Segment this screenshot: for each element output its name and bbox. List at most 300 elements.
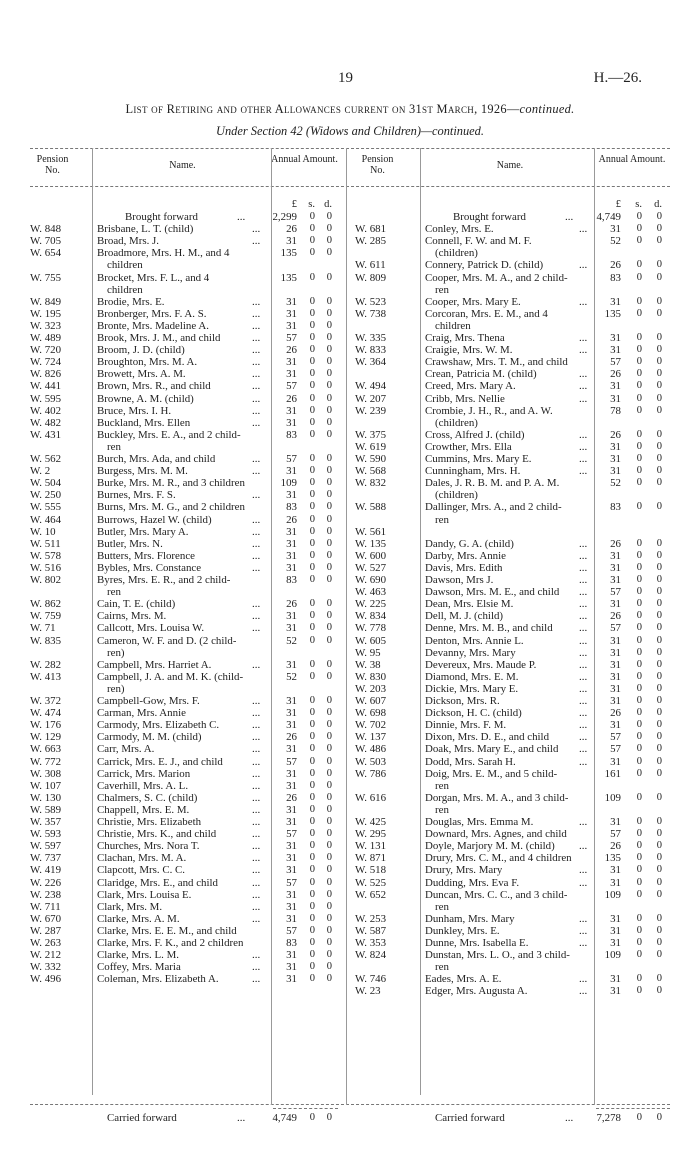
leader-dots: ... bbox=[579, 586, 588, 599]
annual-amount-pounds: 26 bbox=[610, 259, 621, 272]
annual-amount-shillings: 0 bbox=[636, 380, 642, 392]
leader-dots: ... bbox=[252, 356, 261, 369]
pension-number: W. 131 bbox=[355, 840, 387, 853]
leader-dots: ... bbox=[579, 646, 588, 659]
pension-number: W. 778 bbox=[355, 622, 387, 635]
carried-forward-pounds: 4,749 bbox=[272, 1112, 297, 1124]
pension-number: W. 489 bbox=[30, 332, 62, 344]
leader-dots: ... bbox=[579, 598, 588, 611]
pensioner-name: Devereux, Mrs. Maude P. bbox=[425, 658, 537, 671]
pension-number: W. 464 bbox=[30, 513, 62, 526]
annual-amount-pence: 0 bbox=[656, 973, 662, 985]
pensioner-name: Browne, A. M. (child) bbox=[97, 392, 194, 405]
annual-amount-pence: 0 bbox=[326, 319, 332, 331]
pension-number: W. 835 bbox=[30, 634, 62, 647]
annual-amount-pence: 0 bbox=[656, 646, 662, 658]
pensioner-name: Brocket, Mrs. F. L., and 4 bbox=[97, 271, 210, 284]
pensioner-name: Clark, Mrs. Louisa E. bbox=[97, 888, 192, 901]
pension-number: W. 23 bbox=[355, 985, 381, 998]
pensioner-name: Drury, Mrs. C. M., and 4 children bbox=[425, 852, 572, 865]
annual-amount-shillings: 0 bbox=[309, 888, 315, 900]
annual-amount-pounds: 31 bbox=[286, 719, 297, 732]
pensioner-name: Cooper, Mrs. M. A., and 2 child- bbox=[425, 271, 568, 284]
annual-amount-pence: 0 bbox=[326, 876, 332, 888]
leader-dots: ... bbox=[579, 937, 588, 949]
leader-dots: ... bbox=[252, 876, 261, 889]
pension-number: W. 518 bbox=[355, 864, 387, 877]
annual-amount-shillings: 0 bbox=[309, 791, 315, 803]
pension-number: W. 590 bbox=[355, 453, 387, 465]
carried-forward-pence: 0 bbox=[656, 1112, 662, 1123]
annual-amount-shillings: 0 bbox=[636, 767, 642, 779]
annual-amount-pounds: 52 bbox=[286, 670, 297, 683]
annual-amount-pence: 0 bbox=[656, 912, 662, 924]
annual-amount-pence: 0 bbox=[656, 271, 662, 283]
annual-amount-pounds: 83 bbox=[286, 501, 297, 514]
pensioner-name: Broadmore, Mrs. H. M., and 4 bbox=[97, 247, 230, 260]
annual-amount-pounds: 31 bbox=[610, 985, 621, 998]
brought-forward-shillings: 0 bbox=[636, 211, 642, 222]
pensioner-name: Drury, Mrs. Mary bbox=[425, 864, 503, 877]
pension-number: W. 802 bbox=[30, 574, 62, 586]
leader-dots: ... bbox=[252, 779, 261, 792]
annual-amount-pounds: 52 bbox=[610, 235, 621, 248]
annual-amount-pounds: 31 bbox=[286, 622, 297, 635]
annual-amount-pence: 0 bbox=[656, 755, 662, 767]
annual-amount-pounds: 26 bbox=[610, 368, 621, 381]
pension-number: W. 826 bbox=[30, 368, 62, 381]
pension-number: W. 705 bbox=[30, 235, 62, 248]
annual-amount-pence: 0 bbox=[656, 574, 662, 585]
annual-amount-pounds: 109 bbox=[604, 949, 621, 962]
pensioner-name: Crombie, J. H., R., and A. W. bbox=[425, 404, 553, 417]
leader-dots: ... bbox=[252, 598, 261, 611]
pension-number: W. 561 bbox=[355, 525, 387, 538]
annual-amount-shillings: 0 bbox=[309, 598, 315, 610]
pensioner-name: Campbell, J. A. and M. K. (child- bbox=[97, 670, 244, 683]
pension-number: W. 516 bbox=[30, 561, 62, 574]
pensioner-name: Cairns, Mrs. M. bbox=[97, 610, 167, 623]
pensioner-name: (children) bbox=[435, 247, 478, 260]
annual-amount-pence: 0 bbox=[326, 695, 332, 706]
annual-amount-pounds: 31 bbox=[286, 235, 297, 248]
pension-number: W. 755 bbox=[30, 271, 62, 284]
pension-number: W. 670 bbox=[30, 912, 62, 925]
annual-amount-pence: 0 bbox=[326, 501, 332, 513]
leader-dots: ... bbox=[579, 380, 588, 393]
pension-number: W. 834 bbox=[355, 610, 387, 623]
pensioner-name: Browett, Mrs. A. M. bbox=[97, 368, 186, 381]
annual-amount-pounds: 26 bbox=[610, 537, 621, 550]
annual-amount-shillings: 0 bbox=[636, 586, 642, 598]
pensioner-name: Butler, Mrs. N. bbox=[97, 537, 163, 550]
carried-forward-shillings: 0 bbox=[636, 1112, 642, 1123]
pensioner-name: Bybles, Mrs. Constance bbox=[97, 561, 202, 574]
pensioner-name: Callcott, Mrs. Louisa W. bbox=[97, 622, 205, 635]
pension-number: W. 724 bbox=[30, 356, 62, 369]
leader-dots: ... bbox=[252, 307, 261, 320]
annual-amount-pence: 0 bbox=[326, 477, 332, 489]
annual-amount-shillings: 0 bbox=[309, 634, 315, 646]
annual-amount-shillings: 0 bbox=[309, 828, 315, 840]
pensioner-name: Brook, Mrs. J. M., and child bbox=[97, 332, 221, 344]
annual-amount-shillings: 0 bbox=[309, 864, 315, 876]
annual-amount-shillings: 0 bbox=[636, 332, 642, 343]
annual-amount-pounds: 26 bbox=[610, 840, 621, 853]
annual-amount-pounds: 31 bbox=[610, 465, 621, 478]
pension-number: W. 474 bbox=[30, 707, 62, 720]
annual-amount-pounds: 31 bbox=[286, 465, 297, 478]
pensioner-name: Dawson, Mrs J. bbox=[425, 574, 494, 586]
leader-dots: ... bbox=[565, 1112, 574, 1124]
pension-number: W. 239 bbox=[355, 404, 387, 417]
annual-amount-pounds: 26 bbox=[286, 223, 297, 236]
annual-amount-pence: 0 bbox=[326, 598, 332, 610]
leader-dots: ... bbox=[252, 695, 261, 707]
annual-amount-shillings: 0 bbox=[309, 235, 315, 247]
leader-dots: ... bbox=[579, 574, 588, 586]
annual-amount-shillings: 0 bbox=[636, 682, 642, 694]
leader-dots: ... bbox=[579, 465, 588, 478]
annual-amount-shillings: 0 bbox=[309, 477, 315, 489]
annual-amount-pence: 0 bbox=[326, 767, 332, 779]
annual-amount-shillings: 0 bbox=[636, 440, 642, 452]
pensioner-name: Carmody, Mrs. Elizabeth C. bbox=[97, 719, 220, 732]
annual-amount-pence: 0 bbox=[326, 332, 332, 343]
annual-amount-pounds: 57 bbox=[286, 828, 297, 841]
annual-amount-shillings: 0 bbox=[309, 489, 315, 501]
table-bottom-rule bbox=[30, 1104, 670, 1105]
annual-amount-shillings: 0 bbox=[309, 937, 315, 948]
annual-amount-pence: 0 bbox=[656, 223, 662, 235]
carried-forward-shillings: 0 bbox=[309, 1112, 315, 1123]
pensioner-name: Churches, Mrs. Nora T. bbox=[97, 840, 200, 853]
annual-amount-pounds: 52 bbox=[286, 634, 297, 647]
pensioner-name: Doyle, Marjory M. M. (child) bbox=[425, 840, 555, 853]
leader-dots: ... bbox=[252, 840, 261, 853]
pensioner-name: Clarke, Mrs. F. K., and 2 children bbox=[97, 937, 244, 949]
column-header: Pension No. bbox=[361, 154, 394, 176]
leader-dots: ... bbox=[252, 453, 261, 465]
annual-amount-pence: 0 bbox=[656, 477, 662, 489]
annual-amount-shillings: 0 bbox=[309, 852, 315, 864]
annual-amount-pounds: 31 bbox=[610, 561, 621, 574]
leader-dots: ... bbox=[252, 489, 261, 502]
annual-amount-pounds: 31 bbox=[610, 937, 621, 949]
annual-amount-shillings: 0 bbox=[309, 428, 315, 440]
annual-amount-shillings: 0 bbox=[636, 743, 642, 755]
annual-amount-pence: 0 bbox=[656, 719, 662, 731]
carried-forward-label: Carried forward bbox=[435, 1112, 505, 1124]
pensioner-name: Cross, Alfred J. (child) bbox=[425, 428, 525, 441]
pension-number: W. 746 bbox=[355, 973, 387, 986]
annual-amount-shillings: 0 bbox=[309, 622, 315, 634]
leader-dots: ... bbox=[579, 924, 588, 937]
annual-amount-pence: 0 bbox=[656, 380, 662, 392]
leader-dots: ... bbox=[579, 912, 588, 925]
pensioner-name: Dawson, Mrs. M. E., and child bbox=[425, 586, 560, 599]
pensioner-name: Diamond, Mrs. E. M. bbox=[425, 670, 519, 683]
leader-dots: ... bbox=[252, 949, 261, 962]
pension-number: W. 652 bbox=[355, 888, 387, 901]
annual-amount-shillings: 0 bbox=[636, 912, 642, 924]
annual-amount-shillings: 0 bbox=[636, 392, 642, 404]
annual-amount-shillings: 0 bbox=[309, 610, 315, 622]
annual-amount-pounds: 31 bbox=[610, 453, 621, 465]
pension-number: W. 135 bbox=[355, 537, 387, 550]
pension-number: W. 364 bbox=[355, 356, 387, 369]
annual-amount-shillings: 0 bbox=[636, 295, 642, 307]
leader-dots: ... bbox=[579, 743, 588, 756]
pensioner-name: Chalmers, S. C. (child) bbox=[97, 791, 198, 804]
pensioner-name: Caverhill, Mrs. A. L. bbox=[97, 779, 189, 792]
pension-number: W. 848 bbox=[30, 223, 62, 236]
annual-amount-shillings: 0 bbox=[309, 453, 315, 464]
leader-dots: ... bbox=[579, 695, 588, 707]
annual-amount-pence: 0 bbox=[326, 416, 332, 428]
annual-amount-pounds: 83 bbox=[610, 501, 621, 514]
annual-amount-shillings: 0 bbox=[636, 816, 642, 827]
pension-number: W. 494 bbox=[355, 380, 387, 393]
annual-amount-pounds: 31 bbox=[286, 840, 297, 853]
leader-dots: ... bbox=[252, 731, 261, 744]
annual-amount-shillings: 0 bbox=[636, 658, 642, 670]
annual-amount-pence: 0 bbox=[326, 368, 332, 380]
annual-amount-pounds: 31 bbox=[286, 319, 297, 332]
annual-amount-pence: 0 bbox=[656, 537, 662, 549]
pension-number: W. 402 bbox=[30, 404, 62, 417]
annual-amount-pounds: 57 bbox=[286, 453, 297, 465]
annual-amount-pounds: 31 bbox=[286, 537, 297, 550]
annual-amount-pence: 0 bbox=[326, 924, 332, 936]
pensioner-name: Dickson, Mrs. R. bbox=[425, 695, 500, 707]
pensioner-name: Cummins, Mrs. Mary E. bbox=[425, 453, 532, 465]
pensioner-name: Burrows, Hazel W. (child) bbox=[97, 513, 212, 526]
annual-amount-pounds: 83 bbox=[286, 574, 297, 586]
leader-dots: ... bbox=[252, 755, 261, 768]
pensioner-name: ren) bbox=[107, 682, 125, 695]
annual-amount-pounds: 83 bbox=[286, 428, 297, 441]
pensioner-name: Dean, Mrs. Elsie M. bbox=[425, 598, 514, 611]
annual-amount-pounds: 31 bbox=[286, 368, 297, 381]
annual-amount-pence: 0 bbox=[656, 658, 662, 670]
column-header: Pension No. bbox=[36, 154, 69, 176]
pension-number: W. 130 bbox=[30, 791, 62, 804]
annual-amount-shillings: 0 bbox=[636, 356, 642, 368]
currency-pounds-symbol: £ bbox=[615, 199, 621, 210]
leader-dots: ... bbox=[252, 404, 261, 417]
leader-dots: ... bbox=[252, 392, 261, 405]
annual-amount-pounds: 31 bbox=[286, 525, 297, 538]
annual-amount-shillings: 0 bbox=[309, 670, 315, 682]
annual-amount-pounds: 31 bbox=[286, 779, 297, 792]
leader-dots: ... bbox=[252, 332, 261, 344]
pension-number: W. 605 bbox=[355, 634, 387, 647]
pensioner-name: Dickson, H. C. (child) bbox=[425, 707, 522, 720]
annual-amount-pence: 0 bbox=[326, 900, 332, 912]
annual-amount-shillings: 0 bbox=[309, 658, 315, 670]
leader-dots: ... bbox=[252, 912, 261, 925]
annual-amount-shillings: 0 bbox=[309, 404, 315, 416]
annual-amount-shillings: 0 bbox=[309, 537, 315, 549]
annual-amount-pence: 0 bbox=[326, 743, 332, 755]
pensioner-name: ren bbox=[435, 803, 449, 816]
annual-amount-shillings: 0 bbox=[636, 574, 642, 585]
pension-number: W. 372 bbox=[30, 695, 62, 707]
pensioner-name: Broom, J. D. (child) bbox=[97, 344, 185, 357]
annual-amount-shillings: 0 bbox=[309, 840, 315, 852]
carried-forward-pence: 0 bbox=[326, 1112, 332, 1123]
pensioner-name: Dixon, Mrs. D. E., and child bbox=[425, 731, 550, 744]
pension-number: W. 607 bbox=[355, 695, 387, 707]
pension-number: W. 759 bbox=[30, 610, 62, 623]
annual-amount-pence: 0 bbox=[656, 816, 662, 827]
annual-amount-pounds: 26 bbox=[286, 392, 297, 405]
pension-number: W. 323 bbox=[30, 319, 62, 332]
annual-amount-shillings: 0 bbox=[309, 816, 315, 827]
leader-dots: ... bbox=[252, 235, 261, 248]
pensioner-name: Carman, Mrs. Annie bbox=[97, 707, 186, 720]
annual-amount-pence: 0 bbox=[656, 440, 662, 452]
pensioner-name: Dunne, Mrs. Isabella E. bbox=[425, 937, 529, 949]
annual-amount-pounds: 31 bbox=[610, 634, 621, 647]
leader-dots: ... bbox=[579, 755, 588, 768]
pension-number: W. 413 bbox=[30, 670, 62, 683]
annual-amount-pounds: 31 bbox=[610, 332, 621, 344]
pensioner-name: Davis, Mrs. Edith bbox=[425, 561, 503, 574]
annual-amount-pence: 0 bbox=[656, 791, 662, 803]
annual-amount-shillings: 0 bbox=[309, 900, 315, 912]
annual-amount-pounds: 31 bbox=[610, 598, 621, 611]
leader-dots: ... bbox=[252, 537, 261, 550]
header-bottom-rule bbox=[30, 186, 670, 187]
leader-dots: ... bbox=[579, 719, 588, 732]
pensioner-name: Clarke, Mrs. L. M. bbox=[97, 949, 179, 962]
pensioner-name: children bbox=[107, 259, 143, 272]
pension-number: W. 588 bbox=[355, 501, 387, 514]
annual-amount-pence: 0 bbox=[326, 670, 332, 682]
annual-amount-pence: 0 bbox=[326, 961, 332, 973]
leader-dots: ... bbox=[252, 803, 261, 816]
annual-amount-pounds: 161 bbox=[604, 767, 621, 780]
pensioner-name: Broad, Mrs. J. bbox=[97, 235, 160, 248]
pensioner-name: Butters, Mrs. Florence bbox=[97, 549, 195, 562]
pension-number: W. 830 bbox=[355, 670, 387, 683]
pensioner-name: Dudding, Mrs. Eva F. bbox=[425, 876, 520, 889]
annual-amount-pence: 0 bbox=[656, 828, 662, 840]
annual-amount-pence: 0 bbox=[326, 803, 332, 815]
pensioner-name: Dunkley, Mrs. E. bbox=[425, 924, 500, 937]
annual-amount-shillings: 0 bbox=[636, 465, 642, 477]
annual-amount-pence: 0 bbox=[326, 658, 332, 670]
leader-dots: ... bbox=[579, 622, 588, 635]
pension-number: W. 212 bbox=[30, 949, 62, 962]
pensioner-name: Bruce, Mrs. I. H. bbox=[97, 404, 172, 417]
annual-amount-shillings: 0 bbox=[309, 465, 315, 477]
leader-dots: ... bbox=[579, 332, 588, 344]
annual-amount-pounds: 31 bbox=[610, 223, 621, 236]
annual-amount-shillings: 0 bbox=[309, 924, 315, 936]
pension-number: W. 263 bbox=[30, 937, 62, 949]
annual-amount-pence: 0 bbox=[326, 816, 332, 827]
pension-number: W. 250 bbox=[30, 489, 62, 502]
annual-amount-shillings: 0 bbox=[636, 223, 642, 235]
pension-number: W. 786 bbox=[355, 767, 387, 780]
annual-amount-shillings: 0 bbox=[636, 549, 642, 561]
leader-dots: ... bbox=[565, 211, 574, 223]
annual-amount-pence: 0 bbox=[326, 235, 332, 247]
annual-amount-pence: 0 bbox=[656, 368, 662, 380]
annual-amount-pence: 0 bbox=[656, 743, 662, 755]
annual-amount-pence: 0 bbox=[656, 682, 662, 694]
pension-number: W. 496 bbox=[30, 973, 62, 986]
pensioner-name: Clark, Mrs. M. bbox=[97, 900, 163, 913]
currency-pence-symbol: d. bbox=[324, 199, 332, 210]
pensioner-name: Clapcott, Mrs. C. C. bbox=[97, 864, 186, 877]
annual-amount-pounds: 31 bbox=[610, 574, 621, 586]
annual-amount-pounds: 57 bbox=[610, 356, 621, 369]
pension-number: W. 527 bbox=[355, 561, 387, 574]
pension-number: W. 568 bbox=[355, 465, 387, 478]
pensioner-name: ren bbox=[435, 900, 449, 913]
pensioner-name: (children) bbox=[435, 416, 478, 429]
leader-dots: ... bbox=[579, 610, 588, 623]
annual-amount-pence: 0 bbox=[656, 465, 662, 477]
annual-amount-shillings: 0 bbox=[636, 235, 642, 247]
leader-dots: ... bbox=[252, 791, 261, 804]
annual-amount-pounds: 31 bbox=[286, 610, 297, 623]
annual-amount-pounds: 31 bbox=[286, 307, 297, 320]
pensioner-name: Edger, Mrs. Augusta A. bbox=[425, 985, 528, 998]
annual-amount-pounds: 31 bbox=[610, 864, 621, 877]
annual-amount-shillings: 0 bbox=[309, 223, 315, 235]
annual-amount-pounds: 109 bbox=[604, 791, 621, 804]
annual-amount-pounds: 57 bbox=[610, 828, 621, 841]
annual-amount-shillings: 0 bbox=[309, 525, 315, 537]
leader-dots: ... bbox=[579, 259, 588, 272]
pension-number: W. 619 bbox=[355, 440, 387, 453]
pensioner-name: Eades, Mrs. A. E. bbox=[425, 973, 502, 986]
annual-amount-shillings: 0 bbox=[636, 937, 642, 948]
annual-amount-pounds: 26 bbox=[610, 428, 621, 441]
leader-dots: ... bbox=[252, 743, 261, 756]
annual-amount-pounds: 57 bbox=[610, 743, 621, 756]
pensioner-name: Doig, Mrs. E. M., and 5 child- bbox=[425, 767, 558, 780]
pensioner-name: Campbell-Gow, Mrs. F. bbox=[97, 695, 200, 707]
pensioner-name: Byres, Mrs. E. R., and 2 child- bbox=[97, 574, 231, 586]
pensioner-name: Burnes, Mrs. F. S. bbox=[97, 489, 176, 502]
annual-amount-pounds: 31 bbox=[286, 912, 297, 925]
annual-amount-shillings: 0 bbox=[636, 561, 642, 573]
column-rule bbox=[271, 148, 272, 1105]
annual-amount-pence: 0 bbox=[326, 465, 332, 477]
annual-amount-shillings: 0 bbox=[636, 501, 642, 513]
annual-amount-shillings: 0 bbox=[636, 731, 642, 743]
annual-amount-pounds: 135 bbox=[280, 271, 297, 284]
annual-amount-shillings: 0 bbox=[636, 695, 642, 706]
annual-amount-pounds: 31 bbox=[286, 973, 297, 986]
annual-amount-pence: 0 bbox=[326, 707, 332, 719]
annual-amount-pounds: 31 bbox=[286, 949, 297, 962]
annual-amount-shillings: 0 bbox=[309, 319, 315, 331]
pension-number: W. 809 bbox=[355, 271, 387, 284]
annual-amount-pounds: 31 bbox=[610, 440, 621, 453]
annual-amount-pence: 0 bbox=[326, 271, 332, 283]
pension-number: W. 616 bbox=[355, 791, 387, 804]
pensioner-name: Bronte, Mrs. Madeline A. bbox=[97, 319, 209, 332]
annual-amount-shillings: 0 bbox=[309, 271, 315, 283]
pension-number: W. 71 bbox=[30, 622, 56, 635]
